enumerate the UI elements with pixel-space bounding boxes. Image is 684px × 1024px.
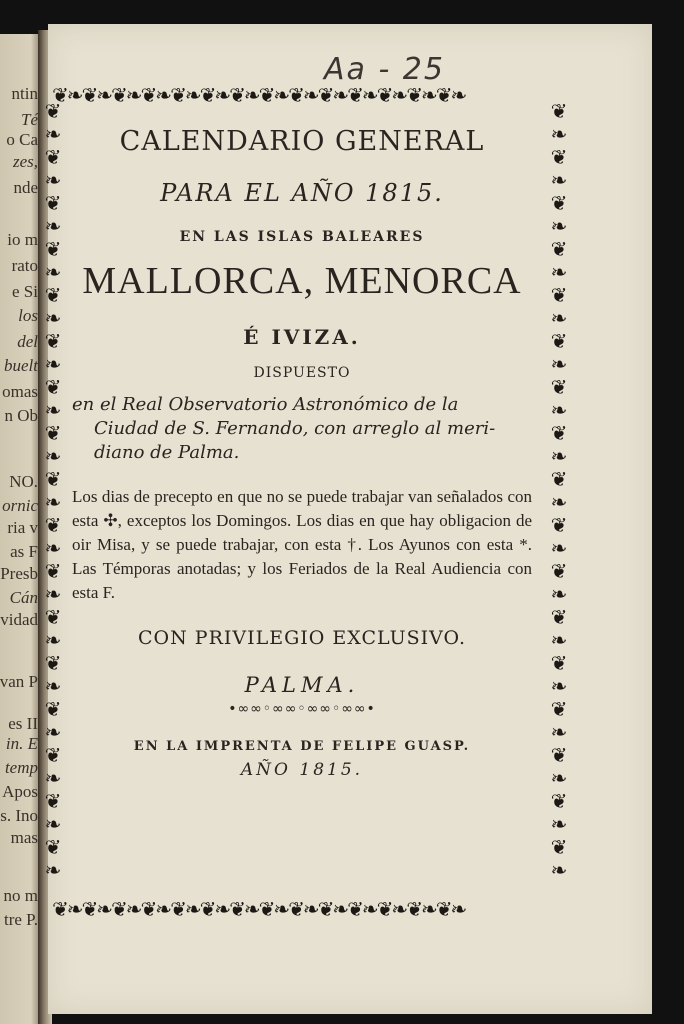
left-page-fragment: Apos: [2, 782, 38, 801]
islands-heading: MALLORCA, MENORCA: [82, 260, 522, 302]
observatorio-paragraph: [72, 393, 532, 465]
title-page-text: [72, 112, 532, 780]
left-page-fragment: NO.: [9, 472, 38, 491]
left-page-fragment: tre P.: [4, 910, 38, 929]
left-page-fragment: omas: [2, 382, 38, 401]
left-page-fragment: ornic: [2, 496, 38, 515]
ornamental-border-left: ❦❧❦❧❦❧❦❧❦❧❦❧❦❧❦❧❦❧❦❧❦❧❦❧❦❧❦❧❦❧❦❧❦❧: [44, 100, 62, 882]
left-page-fragment: los: [18, 306, 38, 325]
left-page-fragment: mas: [10, 828, 38, 847]
imprenta-line: EN LA IMPRENTA DE FELIPE GUASP.: [133, 739, 471, 754]
left-page-fragment: ntin: [11, 84, 38, 103]
ornament-rule: •∞∞◦∞∞◦∞∞◦∞∞•: [228, 701, 376, 717]
year-footer: AÑO 1815.: [240, 760, 364, 780]
ornamental-border-top: ❦❧❦❧❦❧❦❧❦❧❦❧❦❧❦❧❦❧❦❧❦❧❦❧❦❧❦❧: [52, 84, 466, 106]
observatorio-line-1: en el Real Observatorio Astronómico de la: [72, 394, 459, 415]
left-page-fragment: van P: [0, 672, 38, 691]
left-page-fragment: del: [17, 332, 38, 351]
left-page-fragment: zes,: [12, 152, 38, 171]
left-page-fragment: temp: [4, 758, 38, 777]
left-page-fragment: o Ca: [6, 130, 38, 149]
left-page-fragment: no m: [3, 886, 38, 905]
observatorio-line-2: Ciudad de S. Fernando, con arreglo al meri-: [94, 418, 496, 439]
left-page-fragment: in. E: [5, 734, 38, 753]
left-page-fragment: nde: [13, 178, 38, 197]
year-line: PARA EL AÑO 1815.: [160, 179, 444, 207]
left-page-fragment: ria v: [7, 518, 38, 537]
left-page-fragment: io m: [7, 230, 38, 249]
left-page-fragment: buelt: [4, 356, 38, 375]
left-page-fragment: vidad: [0, 610, 38, 629]
ornamental-border-bottom: ❦❧❦❧❦❧❦❧❦❧❦❧❦❧❦❧❦❧❦❧❦❧❦❧❦❧❦❧: [52, 898, 466, 920]
left-page-fragment: Té: [21, 110, 38, 129]
precepto-paragraph: Los dias de precepto en que no se puede trabajar van señalados con esta ✣, exceptos los Domingos. Los dias en que hay obligacion de oir Misa, y se puede trabajar, con esta †. Los Ayunos con esta *. Las Témporas anotadas; y los Feriados de la Real Audiencia con esta F.: [72, 487, 532, 602]
ornamental-border-right: ❦❧❦❧❦❧❦❧❦❧❦❧❦❧❦❧❦❧❦❧❦❧❦❧❦❧❦❧❦❧❦❧❦❧: [550, 100, 568, 882]
observatorio-line-3: diano de Palma.: [94, 442, 240, 463]
iviza-heading: É IVIZA.: [243, 325, 361, 349]
city-line: PALMA.: [244, 673, 360, 697]
left-page-fragment: n Ob: [4, 406, 38, 425]
left-page-fragment: Presb: [0, 564, 38, 583]
left-page-fragment: es II: [8, 714, 38, 733]
privilegio-line: CON PRIVILEGIO EXCLUSIVO.: [138, 627, 466, 649]
left-page-fragment: Cán: [9, 588, 38, 607]
left-page-fragment: e Si: [12, 282, 38, 301]
shelfmark-handwritten: Aa - 25: [324, 52, 445, 87]
left-page-fragment: as F: [10, 542, 38, 561]
region-line: EN LAS ISLAS BALEARES: [179, 229, 425, 245]
left-page-fragment: s. Ino: [0, 806, 38, 825]
left-page-fragment: rato: [11, 256, 38, 275]
page-title: CALENDARIO GENERAL: [119, 126, 485, 157]
dispuesto-label: DISPUESTO: [253, 365, 351, 381]
